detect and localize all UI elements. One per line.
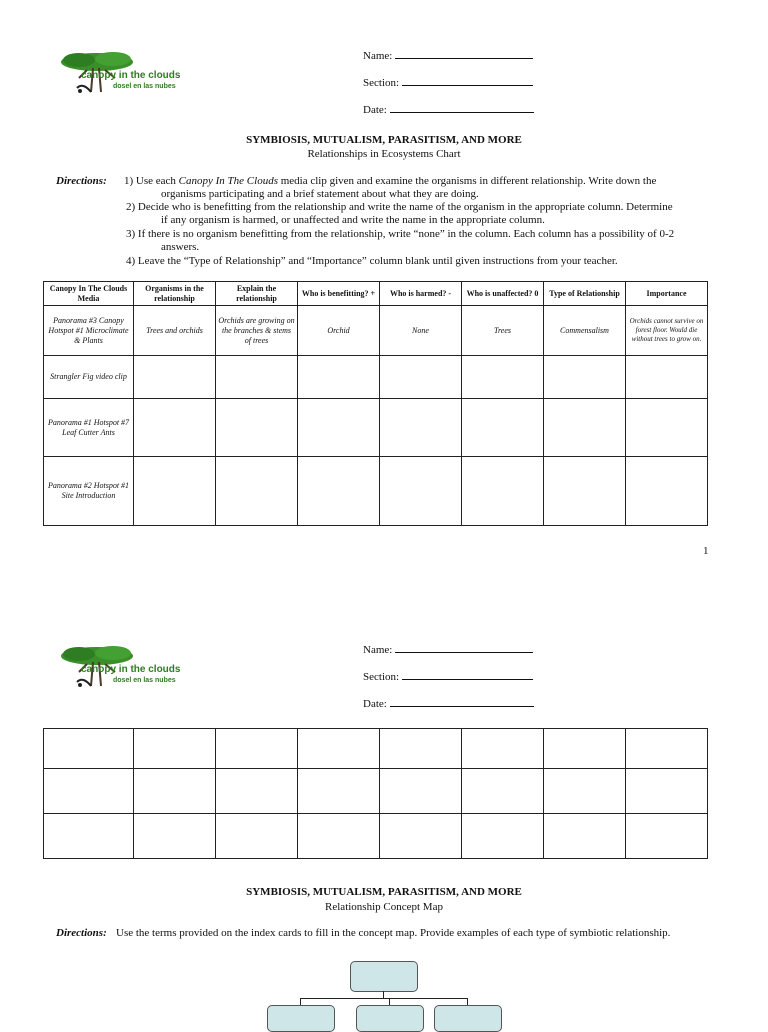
table-cell[interactable] [216, 356, 298, 399]
table-cell[interactable]: Strangler Fig video clip [44, 356, 134, 399]
name-label: Name: [363, 644, 393, 656]
table-cell[interactable] [44, 769, 134, 814]
table-cell[interactable] [544, 814, 626, 859]
table-cell[interactable] [626, 814, 708, 859]
table-cell[interactable] [298, 729, 380, 769]
table-cell[interactable] [544, 356, 626, 399]
table-cell[interactable] [544, 769, 626, 814]
table-header: Explain the relationship [216, 282, 298, 306]
logo-tagline: dosel en las nubes [113, 83, 176, 90]
table-header: Who is harmed? - [380, 282, 462, 306]
concept-map-connector [300, 998, 468, 999]
direction-1-cont: organisms participating and a brief statement about what they are doing. [161, 188, 479, 200]
continuation-table [43, 728, 708, 859]
table-cell[interactable] [380, 814, 462, 859]
table-cell[interactable] [544, 399, 626, 457]
table-header: Organisms in the relationship [134, 282, 216, 306]
table-cell[interactable] [462, 356, 544, 399]
table-cell[interactable] [216, 814, 298, 859]
concept-map-child-box[interactable] [356, 1005, 424, 1032]
table-cell[interactable]: Panorama #2 Hotspot #1 Site Introduction [44, 457, 134, 526]
table-cell[interactable] [626, 457, 708, 526]
table-cell[interactable]: Orchid [298, 306, 380, 356]
page-subtitle: Relationships in Ecosystems Chart [307, 148, 461, 160]
table-cell[interactable] [298, 814, 380, 859]
logo-title: canopy in the clouds [81, 70, 181, 81]
table-cell[interactable] [134, 814, 216, 859]
table-cell[interactable] [380, 399, 462, 457]
directions-label: Directions: [56, 175, 107, 187]
table-cell[interactable]: Orchids cannot survive on forest floor. Would die without trees to grow on. [626, 306, 708, 356]
page-number: 1 [703, 545, 709, 557]
table-cell[interactable]: None [380, 306, 462, 356]
table-row [44, 356, 708, 399]
direction-2-cont: if any organism is harmed, or unaffected and write the name in the appropriate column. [161, 214, 545, 226]
relationships-table [43, 281, 708, 526]
table-cell[interactable] [462, 729, 544, 769]
table-cell[interactable]: Panorama #1 Hotspot #7 Leaf Cutter Ants [44, 399, 134, 457]
table-cell[interactable] [216, 399, 298, 457]
table-cell[interactable] [380, 457, 462, 526]
table-cell[interactable]: Orchids are growing on the branches & stems of trees [216, 306, 298, 356]
concept-map-child-box[interactable] [267, 1005, 335, 1032]
table-cell[interactable] [544, 457, 626, 526]
table-cell[interactable] [462, 814, 544, 859]
table-cell[interactable]: Panorama #3 Canopy Hotspot #1 Microclimate & Plants [44, 306, 134, 356]
table-row [44, 457, 708, 526]
directions-label: Directions: [56, 927, 107, 939]
date-label: Date: [363, 698, 387, 710]
direction-3: 3) If there is no organism benefitting from the relationship, write “none” in the column. Each column has a possibility of 0-2 [126, 228, 675, 240]
table-cell[interactable] [380, 356, 462, 399]
section-label: Section: [363, 77, 400, 89]
date-label: Date: [363, 104, 387, 116]
direction-1: 1) Use each Canopy In The Clouds media clip given and examine the organisms in different relationship. Write down the [124, 175, 657, 187]
logo [57, 48, 187, 106]
directions-text: Use the terms provided on the index cards to fill in the concept map. Provide examples of each type of symbiotic relationship. [116, 927, 671, 939]
table-row [44, 729, 708, 769]
table-cell[interactable] [134, 769, 216, 814]
table-cell[interactable]: Trees and orchids [134, 306, 216, 356]
table-row [44, 306, 708, 356]
table-cell[interactable] [626, 729, 708, 769]
table-cell[interactable] [298, 457, 380, 526]
table-cell[interactable] [44, 814, 134, 859]
logo-tagline: dosel en las nubes [113, 677, 176, 684]
table-header: Canopy In The Clouds Media [44, 282, 134, 306]
logo [57, 642, 187, 700]
direction-3-cont: answers. [161, 241, 200, 253]
table-cell[interactable] [462, 399, 544, 457]
table-row [44, 399, 708, 457]
table-cell[interactable] [134, 356, 216, 399]
table-cell[interactable] [298, 356, 380, 399]
table-cell[interactable] [462, 457, 544, 526]
table-row [44, 769, 708, 814]
table-cell[interactable]: Trees [462, 306, 544, 356]
page-subtitle: Relationship Concept Map [325, 901, 443, 913]
table-cell[interactable] [134, 729, 216, 769]
table-cell[interactable]: Commensalism [544, 306, 626, 356]
table-cell[interactable] [134, 399, 216, 457]
table-header: Who is unaffected? 0 [462, 282, 544, 306]
section-label: Section: [363, 671, 400, 683]
name-label: Name: [363, 50, 393, 62]
date-field[interactable] [363, 102, 534, 116]
table-cell[interactable] [462, 769, 544, 814]
table-cell[interactable] [298, 399, 380, 457]
table-cell[interactable] [626, 399, 708, 457]
table-cell[interactable] [216, 729, 298, 769]
table-cell[interactable] [134, 457, 216, 526]
page-title: SYMBIOSIS, MUTUALISM, PARASITISM, AND MORE [246, 886, 522, 898]
table-header: Type of Relationship [544, 282, 626, 306]
table-cell[interactable] [216, 457, 298, 526]
table-row [44, 814, 708, 859]
table-header-row [44, 282, 708, 306]
name-field[interactable] [363, 48, 533, 62]
section-field[interactable] [363, 669, 533, 683]
name-field[interactable] [363, 642, 533, 656]
table-header: Who is benefitting? + [298, 282, 380, 306]
table-cell[interactable] [298, 769, 380, 814]
concept-map-child-box[interactable] [434, 1005, 502, 1032]
logo-title: canopy in the clouds [81, 664, 181, 675]
table-cell[interactable] [626, 769, 708, 814]
table-cell[interactable] [380, 769, 462, 814]
section-field[interactable] [363, 75, 533, 89]
table-cell[interactable] [544, 729, 626, 769]
direction-2: 2) Decide who is benefitting from the relationship and write the name of the organism in the appropriate column. Determine [126, 201, 673, 213]
concept-map-root-box[interactable] [350, 961, 418, 992]
direction-4: 4) Leave the “Type of Relationship” and “Importance” column blank until given instructions from your teacher. [126, 255, 618, 267]
table-cell[interactable] [216, 769, 298, 814]
table-header: Importance [626, 282, 708, 306]
table-cell[interactable] [626, 356, 708, 399]
page-title: SYMBIOSIS, MUTUALISM, PARASITISM, AND MORE [246, 134, 522, 146]
table-cell[interactable] [380, 729, 462, 769]
date-field[interactable] [363, 696, 534, 710]
table-cell[interactable] [44, 729, 134, 769]
